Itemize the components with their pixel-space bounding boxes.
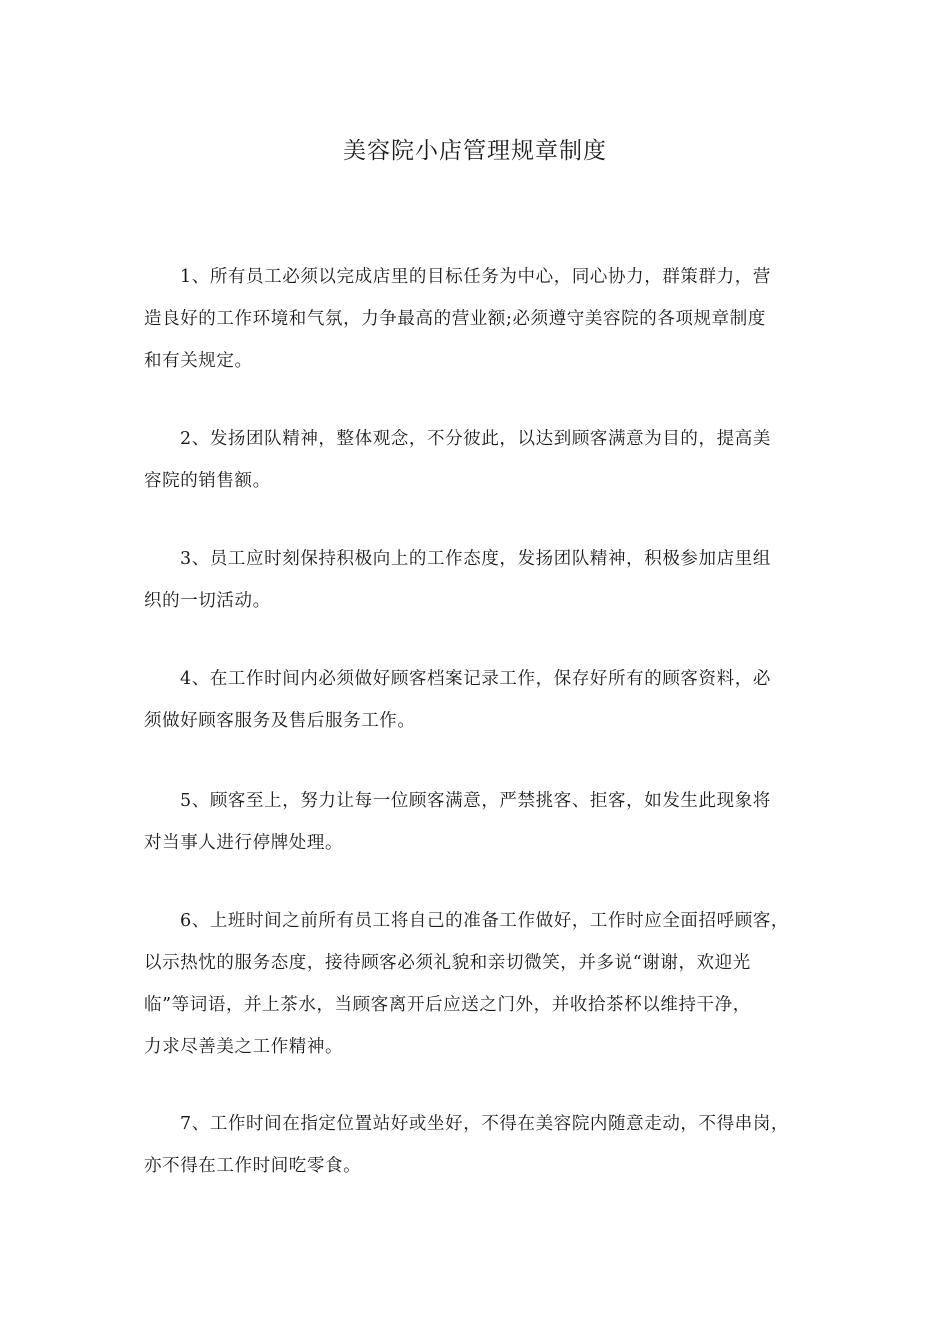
document-title: 美容院小店管理规章制度 xyxy=(343,138,607,164)
rule-paragraph-6 xyxy=(144,900,808,1068)
paragraph-line: 力求尽善美之工作精神。 xyxy=(144,1037,344,1057)
rule-paragraph-1 xyxy=(144,256,808,382)
paragraph-line: 6、上班时间之前所有员工将自己的准备工作做好，工作时应全面招呼顾客， xyxy=(180,911,790,931)
paragraph-line: 临”等词语，并上茶水，当顾客离开后应送之门外，并收拾茶杯以维持干净， xyxy=(144,995,751,1015)
rule-paragraph-2 xyxy=(144,418,808,502)
paragraph-line: 7、工作时间在指定位置站好或坐好，不得在美容院内随意走动，不得串岗， xyxy=(180,1114,790,1134)
rule-paragraph-7 xyxy=(144,1103,808,1187)
rule-paragraph-3 xyxy=(144,538,808,622)
paragraph-line: 织的一切活动。 xyxy=(144,591,271,611)
paragraph-line: 须做好顾客服务及售后服务工作。 xyxy=(144,711,416,731)
paragraph-line: 5、顾客至上，努力让每一位顾客满意，严禁挑客、拒客，如发生此现象将 xyxy=(180,791,771,811)
paragraph-line: 容院的销售额。 xyxy=(144,471,271,491)
paragraph-line: 亦不得在工作时间吃零食。 xyxy=(144,1156,362,1176)
paragraph-line: 造良好的工作环境和气氛，力争最高的营业额;必须遵守美容院的各项规章制度 xyxy=(144,309,766,329)
paragraph-line: 4、在工作时间内必须做好顾客档案记录工作，保存好所有的顾客资料，必 xyxy=(180,669,771,689)
rule-paragraph-5 xyxy=(144,780,808,864)
paragraph-line: 2、发扬团队精神，整体观念，不分彼此，以达到顾客满意为目的，提高美 xyxy=(180,429,771,449)
rule-paragraph-4 xyxy=(144,658,808,742)
paragraph-line: 1、所有员工必须以完成店里的目标任务为中心，同心协力，群策群力，营 xyxy=(180,267,771,287)
paragraph-line: 3、员工应时刻保持积极向上的工作态度，发扬团队精神，积极参加店里组 xyxy=(180,549,771,569)
paragraph-line: 对当事人进行停牌处理。 xyxy=(144,833,344,853)
paragraph-line: 和有关规定。 xyxy=(144,351,253,371)
paragraph-line: 以示热忱的服务态度，接待顾客必须礼貌和亲切微笑，并多说“谢谢，欢迎光 xyxy=(144,953,751,973)
